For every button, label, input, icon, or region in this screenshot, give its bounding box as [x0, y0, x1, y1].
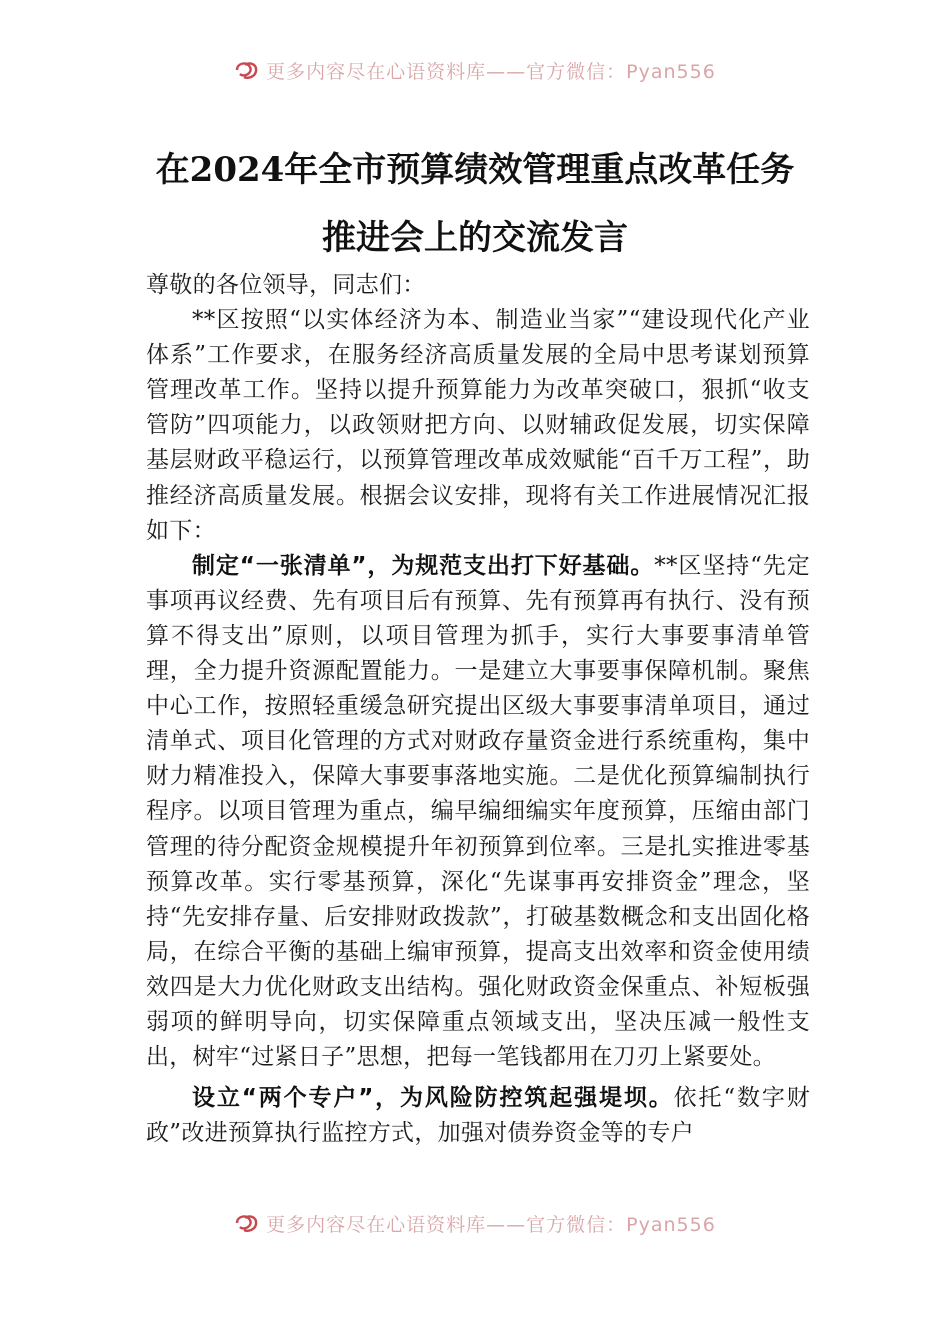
paragraph-text: 依托“数字财政”改进预算执行监控方式，加强对债券资金等的专户 [146, 1085, 811, 1147]
watermark-bottom [0, 1208, 950, 1238]
salutation: 尊敬的各位领导，同志们： [146, 272, 426, 298]
paragraph-text: **区坚持“先定事项再议经费、先有项目后有预算、先有预算再有执行、没有预算不得支出”原则，以项目管理为抓手，实行大事要事清单管理，全力提升资源配置能力。一是建立大事要事保障机制。聚焦中心工作，按照轻重缓急研究提出区级大事要事清单项目，通过清单式、项目化管理的方式对财政存量资金进行系统重构，集中财力精准投入，保障大事要事落地实施。二是优化预算编制执行程序。以项目管理为重点，编早编细编实年度预算，压缩由部门管理的待分配资金规模提升年初预算到位率。三是扎实推进零基预算改革。实行零基预算，深化“先谋事再安排资金”理念，坚持“先安排存量、后安排财政拨款”，打破基数概念和支出固化格局，在综合平衡的基础上编审预算，提高支出效率和资金使用绩效四是大力优化财政支出结构。强化财政资金保重点、补短板强弱项的鲜明导向，切实保障重点领域支出，坚决压减一般性支出，树牢“过紧日子”思想，把每一笔钱都用在刀刃上紧要处。 [146, 552, 810, 1071]
section-heading: 设立“两个专户”，为风险防控筑起强堤坝。 [192, 1085, 674, 1112]
document-title-line-2: 推进会上的交流发言 [322, 218, 628, 258]
paragraph-text: **区按照“以实体经济为本、制造业当家”“建设现代化产业体系”工作要求，在服务经济高质量发展的全局中思考谋划预算管理改革工作。坚持以提升预算能力为改革突破口，狠抓“收支管防”四项能力，以政领财把方向、以财辅政促发展，切实保障基层财政平稳运行，以预算管理改革成效赋能“百千万工程”，助推经济高质量发展。根据会议安排，现将有关工作进展情况汇报如下： [146, 307, 810, 544]
watermark-logo-icon [234, 1212, 260, 1234]
document-title-line-1: 在2024年全市预算绩效管理重点改革任务 [155, 150, 795, 190]
document-body [146, 268, 810, 1151]
watermark-logo-icon [234, 59, 260, 81]
watermark-text: 更多内容尽在心语资料库——官方微信：Pyan556 [266, 60, 716, 83]
paragraph-section-2 [146, 1081, 810, 1151]
paragraph-intro [146, 303, 810, 549]
section-heading: 制定“一张清单”，为规范支出打下好基础。 [192, 552, 655, 579]
watermark-top [0, 55, 950, 85]
watermark-text: 更多内容尽在心语资料库——官方微信：Pyan556 [266, 1213, 716, 1236]
paragraph-section-1 [146, 549, 810, 1075]
